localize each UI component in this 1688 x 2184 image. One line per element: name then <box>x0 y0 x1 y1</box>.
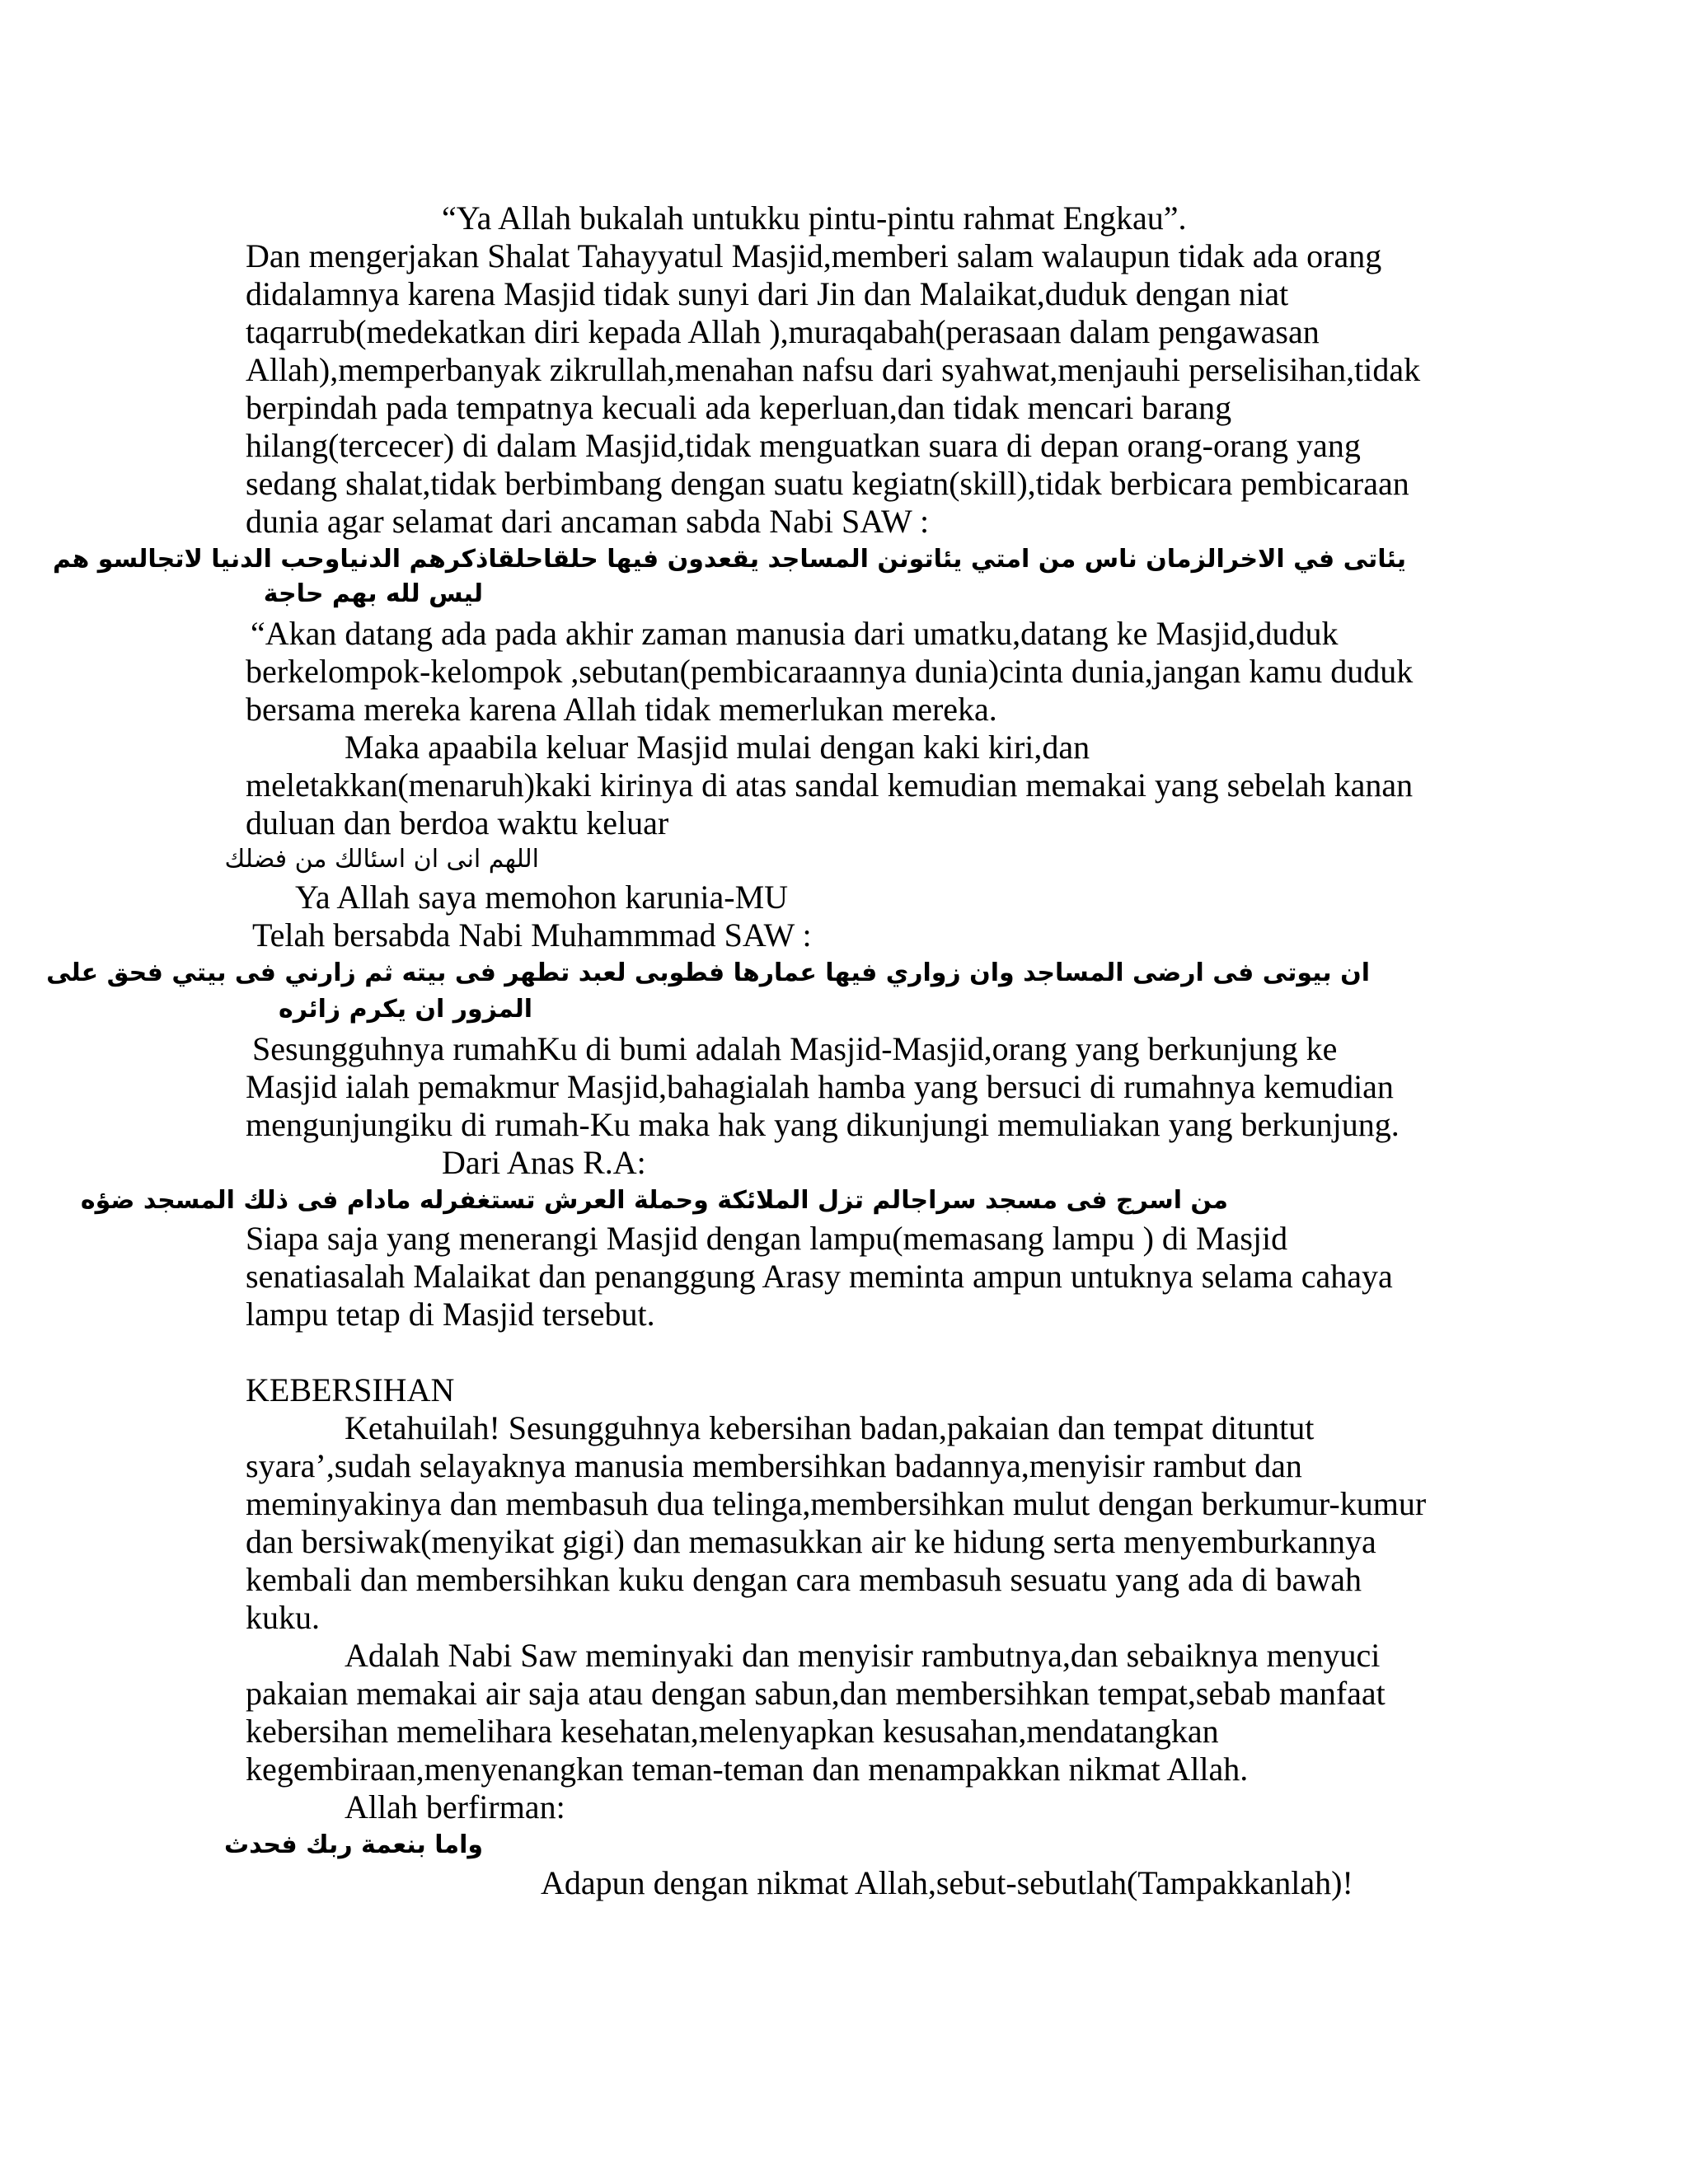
text-line: Allah),memperbanyak zikrullah,menahan nafsu dari syahwat,menjauhi perselisihan,tidak <box>246 351 1421 388</box>
text-line: Siapa saja yang menerangi Masjid dengan lampu(memasang lampu ) di Masjid <box>246 1220 1288 1257</box>
text-line: kembali dan membersihkan kuku dengan cara membasuh sesuatu yang ada di bawah <box>246 1561 1362 1598</box>
text-line: Maka apaabila keluar Masjid mulai dengan kaki kiri,dan <box>345 729 1090 766</box>
text-line: “Ya Allah bukalah untukku pintu-pintu rahmat Engkau”. <box>442 199 1187 237</box>
section-heading: KEBERSIHAN <box>246 1371 455 1408</box>
arabic-hadith-line: يئاتى في الاخرالزمان ناس من امتي يئاتونن المساجد يقعدون فيها حلقاحلقاذكرهم الدنياوحب الدنيا لاتجالسو هم <box>53 545 1406 574</box>
text-line: Ya Allah saya memohon karunia-MU <box>295 879 789 916</box>
text-line: lampu tetap di Masjid tersebut. <box>246 1296 655 1333</box>
text-line: dan bersiwak(menyikat gigi) dan memasukkan air ke hidung serta menyemburkannya <box>246 1523 1376 1560</box>
text-line: meletakkan(menaruh)kaki kirinya di atas sandal kemudian memakai yang sebelah kanan <box>246 766 1414 804</box>
arabic-verse-line: واما بنعمة ربك فحدث <box>223 1830 483 1859</box>
text-line: Dari Anas R.A: <box>442 1144 646 1181</box>
text-line: Telah bersabda Nabi Muhammmad SAW : <box>252 916 812 954</box>
text-line: meminyakinya dan membasuh dua telinga,membersihkan mulut dengan berkumur-kumur <box>246 1485 1427 1522</box>
text-line: hilang(tercecer) di dalam Masjid,tidak menguatkan suara di depan orang-orang yang <box>246 427 1361 464</box>
text-line: duluan dan berdoa waktu keluar <box>246 804 669 841</box>
text-line: kegembiraan,menyenangkan teman-teman dan menampakkan nikmat Allah. <box>246 1750 1249 1788</box>
text-line: senatiasalah Malaikat dan penanggung Arasy meminta ampun untuknya selama cahaya <box>246 1258 1393 1295</box>
text-line: mengunjungiku di rumah-Ku maka hak yang dikunjungi memuliakan yang berkunjung. <box>246 1106 1400 1143</box>
text-line: Adalah Nabi Saw meminyaki dan menyisir rambutnya,dan sebaiknya menyuci <box>345 1637 1381 1674</box>
text-line: dunia agar selamat dari ancaman sabda Nabi SAW : <box>246 503 930 540</box>
text-line: syara’,sudah selayaknya manusia membersihkan badannya,menyisir rambut dan <box>246 1447 1302 1484</box>
arabic-hadith-line: المزور ان يكرم زائره <box>278 995 532 1024</box>
text-line: bersama mereka karena Allah tidak memerlukan mereka. <box>246 691 997 728</box>
arabic-hadith-line: من اسرج فى مسجد سراجالم تزل الملائكة وحملة العرش تستغفرله مادام فى ذلك المسجد ضؤه <box>80 1186 1228 1215</box>
text-line: Sesungguhnya rumahKu di bumi adalah Masjid-Masjid,orang yang berkunjung ke <box>252 1030 1338 1067</box>
text-line: kuku. <box>246 1599 320 1636</box>
arabic-hadith-line: ان بيوتى فى ارضى المساجد وان زواري فيها عمارها فطوبى لعبد تطهر فى بيته ثم زارني فى بيتي فحق على <box>46 958 1370 987</box>
text-line: berkelompok-kelompok ,sebutan(pembicaraannya dunia)cinta dunia,jangan kamu duduk <box>246 653 1414 690</box>
text-line: sedang shalat,tidak berbimbang dengan suatu kegiatn(skill),tidak berbicara pembicaraan <box>246 465 1409 502</box>
text-line: Ketahuilah! Sesungguhnya kebersihan badan,pakaian dan tempat dituntut <box>345 1409 1315 1446</box>
text-line: Dan mengerjakan Shalat Tahayyatul Masjid,memberi salam walaupun tidak ada orang <box>246 237 1382 274</box>
text-line: taqarrub(medekatkan diri kepada Allah ),muraqabah(perasaan dalam pengawasan <box>246 313 1320 350</box>
text-line: Masjid ialah pemakmur Masjid,bahagialah hamba yang bersuci di rumahnya kemudian <box>246 1068 1394 1105</box>
text-line: berpindah pada tempatnya kecuali ada keperluan,dan tidak mencari barang <box>246 389 1232 426</box>
text-line: pakaian memakai air saja atau dengan sabun,dan membersihkan tempat,sebab manfaat <box>246 1675 1386 1712</box>
arabic-hadith-line: ليس لله بهم حاجة <box>263 579 483 608</box>
text-line: Allah berfirman: <box>345 1788 565 1825</box>
text-line: kebersihan memelihara kesehatan,melenyapkan kesusahan,mendatangkan <box>246 1713 1219 1750</box>
text-line: “Akan datang ada pada akhir zaman manusia dari umatku,datang ke Masjid,duduk <box>251 615 1339 652</box>
text-line: didalamnya karena Masjid tidak sunyi dari Jin dan Malaikat,duduk dengan niat <box>246 275 1289 312</box>
text-line: Adapun dengan nikmat Allah,sebut-sebutlah(Tampakkanlah)! <box>541 1864 1353 1901</box>
arabic-prayer-line: اللهم انى ان اسئالك من فضلك <box>224 845 539 874</box>
